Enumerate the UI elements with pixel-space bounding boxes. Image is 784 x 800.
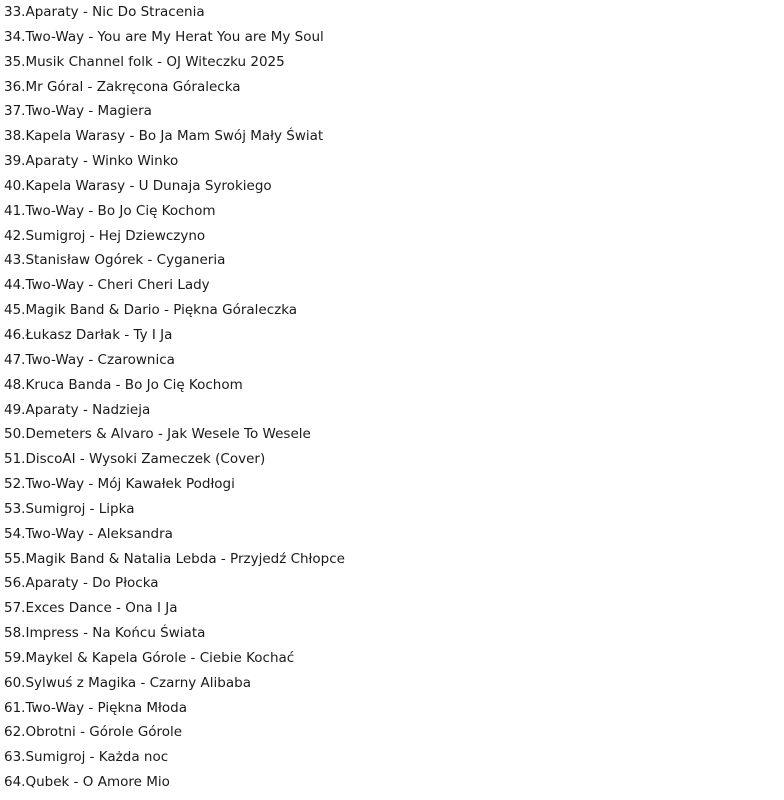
list-item: 48.Kruca Banda - Bo Jo Cię Kochom xyxy=(4,376,243,393)
list-item: 55.Magik Band & Natalia Lebda - Przyjedź Chłopce xyxy=(4,550,345,567)
list-item: 51.DiscoAI - Wysoki Zameczek (Cover) xyxy=(4,451,266,468)
list-item: 38.Kapela Warasy - Bo Ja Mam Swój Mały Świat xyxy=(4,128,324,145)
list-item: 58.Impress - Na Końcu Świata xyxy=(4,625,206,642)
list-item: 45.Magik Band & Dario - Piękna Góraleczka xyxy=(4,302,298,319)
track-list xyxy=(4,0,345,795)
list-item: 63.Sumigroj - Każda noc xyxy=(4,749,169,766)
list-item: 50.Demeters & Alvaro - Jak Wesele To Wesele xyxy=(4,426,311,443)
list-item: 37.Two-Way - Magiera xyxy=(4,103,152,120)
list-item: 39.Aparaty - Winko Winko xyxy=(4,153,179,170)
list-item: 44.Two-Way - Cheri Cheri Lady xyxy=(4,277,210,294)
list-item: 43.Stanisław Ogórek - Cyganeria xyxy=(4,252,226,269)
list-item: 59.Maykel & Kapela Górole - Ciebie Kochać xyxy=(4,649,295,666)
list-item: 36.Mr Góral - Zakręcona Góralecka xyxy=(4,78,241,95)
list-item: 47.Two-Way - Czarownica xyxy=(4,351,175,368)
list-item: 53.Sumigroj - Lipka xyxy=(4,500,135,517)
list-item: 40.Kapela Warasy - U Dunaja Syrokiego xyxy=(4,177,272,194)
list-item: 62.Obrotni - Górole Górole xyxy=(4,724,183,741)
list-item: 61.Two-Way - Piękna Młoda xyxy=(4,699,187,716)
list-item: 60.Sylwuś z Magika - Czarny Alibaba xyxy=(4,674,251,691)
list-item: 35.Musik Channel folk - OJ Witeczku 2025 xyxy=(4,53,285,70)
list-item: 41.Two-Way - Bo Jo Cię Kochom xyxy=(4,202,216,219)
list-item: 54.Two-Way - Aleksandra xyxy=(4,525,173,542)
list-item: 52.Two-Way - Mój Kawałek Podłogi xyxy=(4,476,235,493)
list-item: 57.Exces Dance - Ona I Ja xyxy=(4,600,178,617)
list-item: 34.Two-Way - You are My Herat You are My Soul xyxy=(4,28,324,45)
list-item: 33.Aparaty - Nic Do Stracenia xyxy=(4,4,205,20)
list-item: 49.Aparaty - Nadzieja xyxy=(4,401,151,418)
list-item: 42.Sumigroj - Hej Dziewczyno xyxy=(4,227,206,244)
list-item: 56.Aparaty - Do Płocka xyxy=(4,575,159,592)
list-item: 46.Łukasz Darłak - Ty I Ja xyxy=(4,326,173,343)
list-item: 64.Qubek - O Amore Mio xyxy=(4,774,170,791)
